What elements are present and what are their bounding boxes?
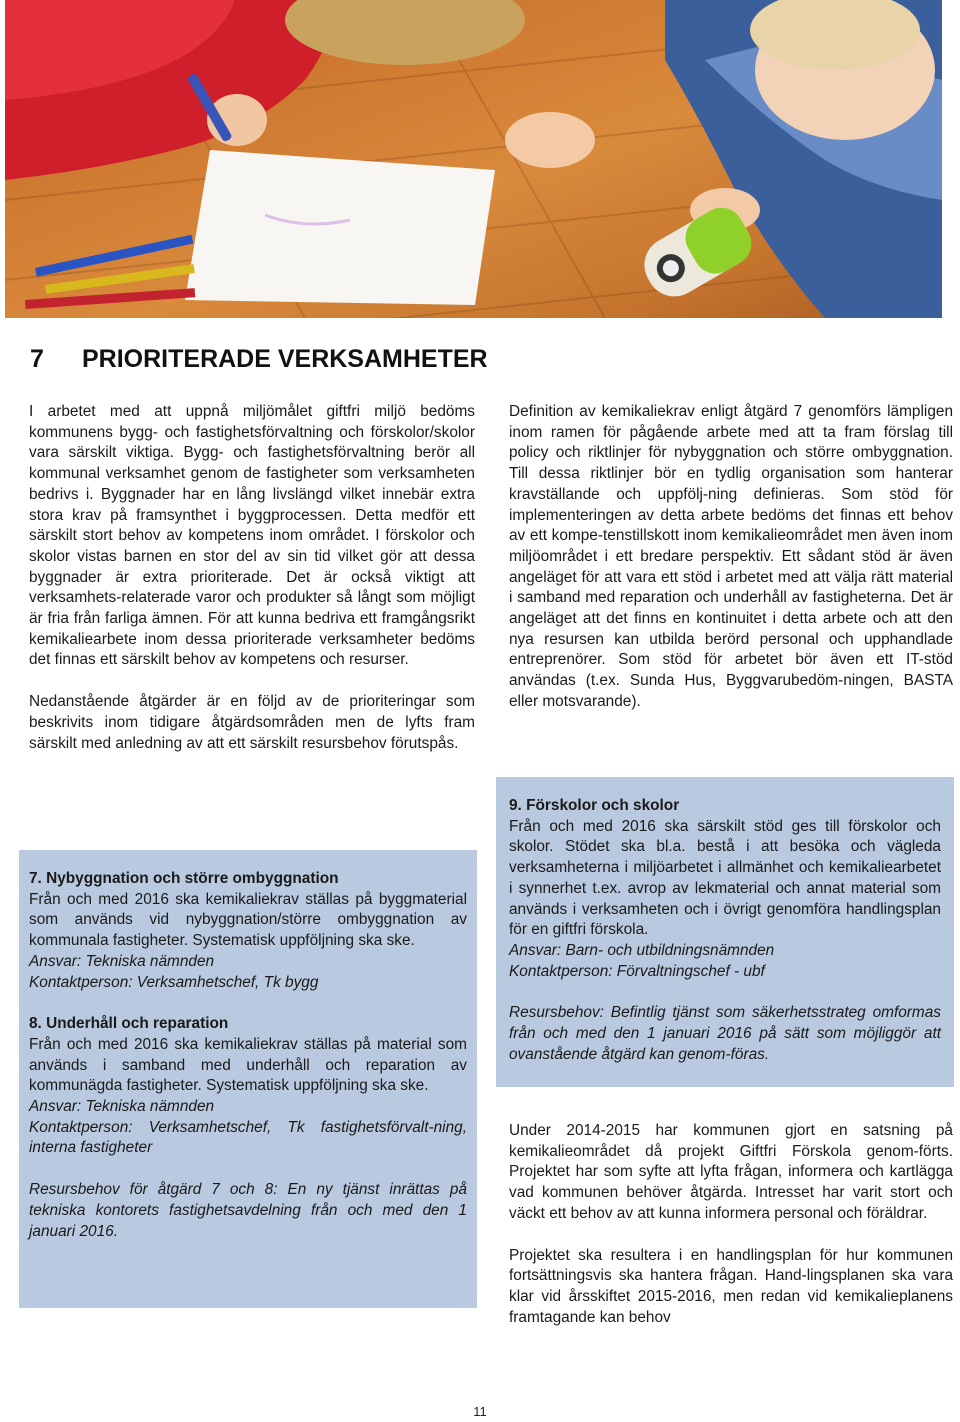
chapter-title: PRIORITERADE VERKSAMHETER xyxy=(82,345,488,373)
definition-paragraph: Definition av kemikaliekrav enligt åtgärd 7 genomförs lämpligen inom ramen för pågående arbete med att ta fram förslag till policy och riktlinjer för nybyggnation och större ombyggnation. Till dessa riktlinjer bör en tydlig organisation som hanterar kravställande och uppfölj-ning definieras. Som stöd för implementeringen av detta arbete bedöms det finnas ett behov av ett kompe-tenstillskott inom kemikalieområdet men även inom miljöområdet i ett bredare perspektiv. Ett sådant stöd är även angeläget för att vara ett stöd i arbetet med att välja rätt material i samband med reparation och underhåll av fastigheterna. Det är angeläget att det finns en kontinuitet i detta arbete och att den nya resursen kan utbilda berörd personal och upphandlade entreprenörer. Som stöd för arbetet bör även ett IT-stöd användas (t.ex. Sunda Hus, Byggvarubedöm-ningen, BASTA eller motsvarande). xyxy=(509,403,953,710)
measure-7-8-resursbehov: Resursbehov för åtgärd 7 och 8: En ny tjänst inrättas på tekniska kontorets fastighetsavdelning från och med den 1 januari 2016. xyxy=(29,1181,467,1240)
left-column xyxy=(29,402,475,754)
measure-8-ansvar: Ansvar: Tekniska nämnden xyxy=(29,1098,215,1116)
intro-paragraph: I arbetet med att uppnå miljömålet giftfri miljö bedöms kommunens bygg- och fastighetsförvaltning och förskolor/skolor vara särskilt viktiga. Bygg- och fastighetsförvaltning berör all kommunal verksamhet genom de fastigheter som verksamheten bedrivs i. Byggnader har en lång livslängd vilket innebär extra stora krav på framsynthet i byggprocessen. Detta medför ett särskilt stort behov av kompetens inom området. I förskolor och skolor vistas barnen en stor del av sin tid vilket gör att dessa byggnader är extra prioriterade. Det är också viktigt att verksamhets-relaterade varor och produkter så långt som möjligt är fria från farliga ämnen. För att kunna bedriva ett framgångsrikt kemikaliearbete inom dessa prioriterade verksamheter bedöms det finnas ett särskilt behov av kompetens och resurser. xyxy=(29,403,475,669)
right-column xyxy=(509,402,953,713)
measure-9-kontakt: Kontaktperson: Förvaltningschef - ubf xyxy=(509,962,765,980)
measure-9-resursbehov: Resursbehov: Befintlig tjänst som säkerhetsstrateg omformas från och med den 1 januari 2016 på sätt som möjliggör att ovanstående åtgärd kan genom-föras. xyxy=(509,1004,941,1063)
measure-8-kontakt: Kontaktperson: Verksamhetschef, Tk fastighetsförvalt-ning, interna fastigheter xyxy=(29,1118,467,1157)
measure-9-ansvar: Ansvar: Barn- och utbildningsnämnden xyxy=(509,941,775,959)
measure-8-title: 8. Underhåll och reparation xyxy=(29,1015,229,1033)
giftfri-forskola-paragraph: Under 2014-2015 har kommunen gjort en satsning på kemikalieområdet då projekt Giftfri Förskola genom-förts. Projektet har som syfte att lyfta frågan, informera och kartlägga vad kommunen behöver åtgärda. Intresset har varit stort och väckt ett behov av att kunna informera personal och föräldrar. xyxy=(509,1122,953,1222)
measure-9-title: 9. Förskolor och skolor xyxy=(509,797,680,814)
measures-box-7-8 xyxy=(19,850,477,1308)
measure-7-text: Från och med 2016 ska kemikaliekrav ställas på byggmaterial som används vid nybyggnation/större ombyggnation av kommunala fastigheter. Systematisk uppföljning ska ske. xyxy=(29,890,467,950)
measure-8-text: Från och med 2016 ska kemikaliekrav ställas på material som används i samband med underhåll och reparation av kommunägda fastigheter. Systematisk uppföljning ska ske. xyxy=(29,1035,467,1095)
chapter-heading xyxy=(30,344,950,374)
chapter-number: 7 xyxy=(30,345,44,373)
measure-9-text: Från och med 2016 ska särskilt stöd ges till förskolor och skolor. Stödet ska bl.a. bestå i att besöka och vägleda verksamheterna i miljöarbetet i allmänhet och kemikaliearbetet i synnerhet t.ex. avrop av lekmaterial och annat material som används i verksamheten och i övrigt genomföra handlingsplan för en giftfri förskola. xyxy=(509,817,941,939)
measure-7-kontakt: Kontaktperson: Verksamhetschef, Tk bygg xyxy=(29,973,319,991)
page-number: 11 xyxy=(473,1404,487,1419)
handlingsplan-paragraph: Projektet ska resultera i en handlingsplan för hur kommunen fortsättningsvis ska hantera frågan. Hand-lingsplanen ska vara klar vid årsskiftet 2015-2016, men redan vid kemikalieplanens framtagande kan behov xyxy=(509,1246,953,1326)
right-column-bottom xyxy=(509,1121,953,1328)
measures-intro-paragraph: Nedanstående åtgärder är en följd av de prioriteringar som beskrivits inom tidigare åtgärdsområden men de lyfts fram särskilt med anledning av att ett särskilt resursbehov förutspås. xyxy=(29,693,475,752)
measure-box-9 xyxy=(496,777,954,1087)
header-photo-children-drawing xyxy=(5,0,942,318)
measure-7-ansvar: Ansvar: Tekniska nämnden xyxy=(29,952,215,970)
measure-7-title: 7. Nybyggnation och större ombyggnation xyxy=(29,870,339,887)
